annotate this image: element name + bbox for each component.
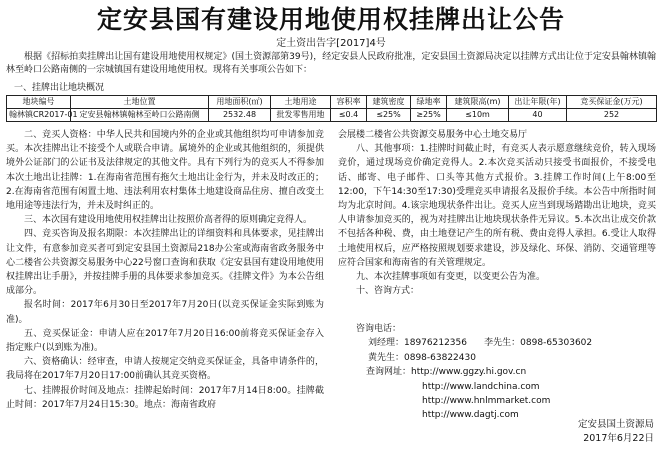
- right-column: [338, 128, 656, 298]
- paragraph-award-principle: 三、本次国有建设用地使用权挂牌出让按照价高者得的原则确定竞得人。: [24, 215, 313, 226]
- table-row: [7, 109, 657, 122]
- paragraph-other-matters: 八、其他事项：1.挂牌时间截止时，有竞买人表示愿意继续竞价，转入现场竞价，通过现场竞价确定竞得人。2.本次竞买活动只接受书面报价，不接受电话、邮寄、电子邮件、口头等其他方式报价。3.挂牌工作时间(上午8:00至12:00，下午14:30至17:30)受理竞买申请报名及报价手续。本公告中所指时间均为北京时间。4.该宗地现状条件出让。竞买人应当到现场踏勘出让地块，竞买人申请参加竞买的，视为对挂牌出让地块现状条件无异议。5.本次出让成交价款不包括各种税、费，由土地登记产生的所有税、费由竞得人承担。6.受让人取得土地使用权后，应严格按照规划要求建设，涉及绿化、环保、消防、交通管理等应符合国家和海南省的有关管理规定。: [338, 144, 656, 268]
- contact-block: [338, 322, 656, 423]
- issuing-organization: 定安县国土资源局: [577, 419, 654, 430]
- col-header: 用地面积(㎡): [209, 96, 271, 109]
- col-header: 建筑密度: [367, 96, 411, 109]
- phone-label: 咨询电话：: [356, 324, 402, 334]
- issue-date: 2017年6月22日: [583, 433, 654, 444]
- col-header: 地块编号: [7, 96, 71, 109]
- left-column: [6, 128, 324, 412]
- col-header: 绿地率: [411, 96, 447, 109]
- table-cell: ≤25%: [367, 109, 411, 122]
- paragraph-bidder-qualification: 二、竞买人资格：中华人民共和国境内外的企业或其他组织均可申请参加竞买。本次挂牌出让不接受个人或联合申请。属境外的企业或其他组织的，须提供境外公证部门的公证书及法律规定的其他文件。具有下列行为的竞买人不得参加本次土地出让挂牌：1.在海南省范围有拖欠土地出让金行为，并未及时改正的；2.在海南省范围有闲置土地、违法利用农村集体土地建设商品住房、擅自改变土地用途等违法行为，并未及时纠正的。: [6, 130, 324, 212]
- signature-block: [578, 418, 654, 446]
- website-line-1: [338, 365, 656, 379]
- col-header: 容积率: [331, 96, 367, 109]
- col-header: 土地位置: [71, 96, 209, 109]
- paragraph-inquiry-registration: 四、竞买咨询及报名期限：本次挂牌出让的详细资料和具体要求，见挂牌出让文件，有意参加竞买者可到定安县国土资源局218办公室或海南省政务服务中心二楼省公共资源交易服务中心22号窗口查询和获取《定安县国有建设用地使用权挂牌出让手册》，并按挂牌手册的具体要求参加竞买。《挂牌文件》为本公告组成部分。: [6, 229, 324, 297]
- intro-paragraph: 根据《招标拍卖挂牌出让国有建设用地使用权规定》(国土资源部第39号)，经定安县人民政府批准，定安县国土资源局决定以挂牌方式出让位于定安县翰林镇翰林至岭口公路南侧的一宗城镇国有建设用地使用权。现将有关事项公告如下：: [6, 52, 656, 75]
- paragraph-changes: 九、本次挂牌事项如有变更，以变更公告为准。: [356, 272, 546, 283]
- table-header-row: [7, 96, 657, 109]
- website-link[interactable]: http://www.landchina.com: [422, 381, 540, 392]
- paragraph-venue-continued: 会展楼二楼省公共资源交易服务中心土地交易厅: [338, 130, 528, 140]
- website-link[interactable]: http://www.dagtj.com: [422, 410, 519, 421]
- col-header: 土地用途: [271, 96, 331, 109]
- website-link[interactable]: http://www.hnlmmarket.com: [422, 396, 551, 407]
- table-cell: ≥25%: [411, 109, 447, 122]
- table-cell: 翰林镇CR2017-01: [7, 109, 71, 122]
- section-title-plot-overview: 一、挂牌出让地块概况: [14, 83, 105, 93]
- table-cell: 2532.48: [209, 109, 271, 122]
- paragraph-registration-time: 报名时间：2017年6月30日至2017年7月20日(以竞买保证金实际到账为准)。: [6, 300, 324, 325]
- website-link[interactable]: http://www.ggzy.hi.gov.cn: [411, 367, 527, 378]
- table-cell: ≤10m: [447, 109, 509, 122]
- table-cell: 批发零售用地: [271, 109, 331, 122]
- phone-liu: 刘经理：18976212356: [368, 338, 467, 349]
- table-cell: 252: [567, 109, 657, 122]
- phone-line-1: [338, 336, 656, 350]
- paragraph-listing-time: 七、挂牌报价时间及地点：挂牌起始时间：2017年7月14日8:00。挂牌截止时间：2017年7月24日15:30。地点：海南省政府: [6, 385, 324, 410]
- phone-li: 李先生：0898-65303602: [484, 338, 593, 349]
- paragraph-contact-heading: 十、咨询方式：: [356, 286, 420, 297]
- phone-huang: 黄先生：0898-63822430: [368, 352, 476, 363]
- col-header: 建筑限高(m): [447, 96, 509, 109]
- document-number: 定土资出告字[2017]4号: [276, 38, 386, 49]
- website-label: 查询网址：: [366, 367, 412, 378]
- plot-table: [6, 95, 657, 122]
- col-header: 出让年限(年): [509, 96, 567, 109]
- page-title: 定安县国有建设用地使用权挂牌出让公告: [96, 5, 565, 34]
- table-cell: 40: [509, 109, 567, 122]
- table-cell: 定安县翰林镇翰林至岭口公路南侧: [71, 109, 209, 122]
- paragraph-deposit: 五、竞买保证金：申请人应在2017年7月20日16:00前将竞买保证金存入指定账户(以到账为准)。: [6, 328, 324, 354]
- col-header: 竞买保证金(万元): [567, 96, 657, 109]
- table-cell: ≤0.4: [331, 109, 367, 122]
- paragraph-qualification-confirm: 六、资格确认：经审查，申请人按规定交纳竞买保证金，具备申请条件的，我局将在2017年7月20日17:00前确认其竞买资格。: [6, 357, 324, 382]
